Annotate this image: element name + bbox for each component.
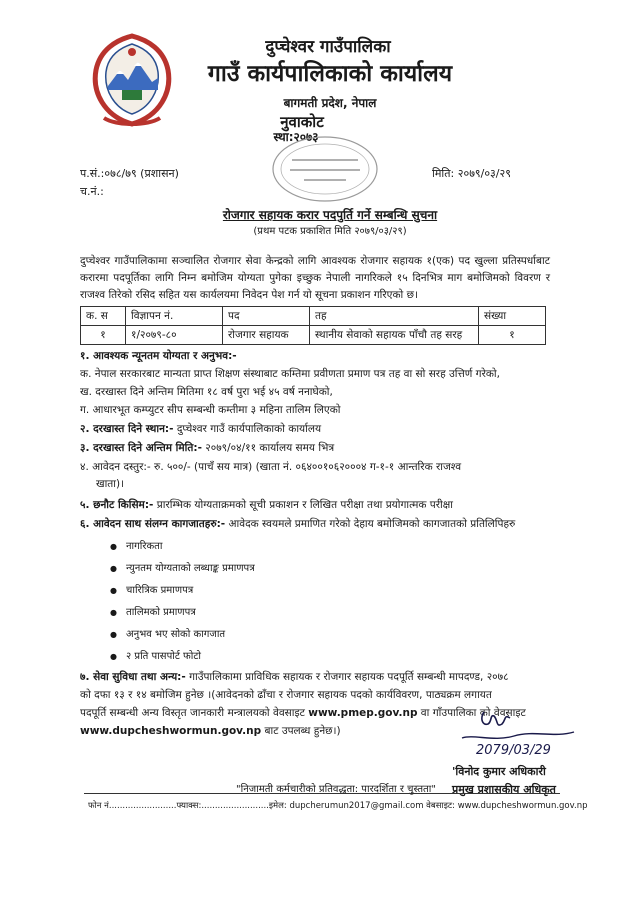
- section7-line2: को दफा १३ र १४ बमोजिम हुनेछ ।(आवेदनको ढाँचा र रोजगार सहायक पदको कार्यविवरण, पाठ्यक्रम लगायत: [80, 689, 492, 701]
- dispatch-number: च.नं.:: [80, 185, 104, 198]
- section1-item-a: क. नेपाल सरकारबाट मान्यता प्राप्त शिक्षण संस्थाबाट कम्तिमा प्रवीणता प्रमाण पत्र तह वा सो सरह उत्तिर्ण गरेको,: [80, 368, 500, 380]
- list-item-label: नागरिकता: [126, 541, 163, 552]
- cell-post: रोजगार सहायक: [223, 326, 310, 345]
- footer-divider: [84, 793, 560, 794]
- civil-service-motto: "निजामती कर्मचारीको प्रतिवद्धता: पारदर्शिता र चुस्तता": [236, 784, 436, 795]
- section7-text3: पदपूर्ति सम्बन्धी अन्य विस्तृत जानकारी मन्त्रालयको वेवसाइट: [80, 707, 309, 719]
- bullet-icon: ●: [110, 542, 117, 551]
- signatory-name: 'विनोद कुमार अधिकारी: [452, 765, 546, 778]
- col-header-sn: क. स: [81, 307, 126, 326]
- section3-label: ३. दरखास्त दिने अन्तिम मिति:-: [80, 442, 202, 454]
- section3: [80, 440, 570, 457]
- list-item-label: तालिमको प्रमाणपत्र: [126, 607, 196, 618]
- section5: [80, 497, 570, 514]
- org-name-line2: गाउँ कार्यपालिकाको कार्यालय: [207, 61, 453, 87]
- notice-publish-date: (प्रथम पटक प्रकाशित मिति २०७९/०३/२९): [253, 226, 407, 237]
- bullet-icon: ●: [110, 586, 117, 595]
- established-year: स्था:२०७३: [273, 130, 319, 144]
- list-item: [110, 624, 255, 646]
- list-item-label: चारित्रिक प्रमाणपत्र: [126, 585, 194, 596]
- col-header-ad-no: विज्ञापन नं.: [126, 307, 223, 326]
- reference-number: प.सं.:०७८/७९ (प्रशासन): [80, 167, 179, 180]
- section6: [80, 516, 570, 533]
- signature-icon: [454, 708, 594, 758]
- section2: [80, 421, 570, 438]
- vacancy-table: [80, 306, 546, 345]
- cell-count: १: [479, 326, 546, 345]
- cell-ad-no: १/२०७९-८०: [126, 326, 223, 345]
- address-province: बागमती प्रदेश, नेपाल: [283, 96, 377, 110]
- bullet-icon: ●: [110, 608, 117, 617]
- section2-label: २. दरखास्त दिने स्थान:-: [80, 423, 174, 435]
- section6-label: ६. आवेदन साथ संलग्न कागजातहरु:-: [80, 518, 226, 530]
- section4-line1: ४. आवेदन दस्तुर:- रु. ५००/- (पाचँ सय मात्र) (खाता नं. ०६४००१०६२०००४ ग-१-१ आन्तरिक राजश्व: [80, 461, 462, 473]
- section5-label: ५. छनौट किसिम:-: [80, 499, 154, 511]
- office-stamp-icon: [270, 134, 380, 204]
- section4-line2: खाता)।: [96, 478, 125, 490]
- section2-value: दुप्चेश्वर गाउँ कार्यपालिकाको कार्यालय: [173, 423, 322, 435]
- municipality-website-link[interactable]: www.dupcheshwormun.gov.np: [80, 725, 262, 737]
- section1-title: १. आवश्यक न्यूनतम योग्यता र अनुभव:-: [80, 350, 237, 362]
- table-header-row: [81, 307, 546, 326]
- section3-value: २०७९/०४/११ कार्यालय समय भित्र: [201, 442, 335, 454]
- section7-text1: गाउँपालिकामा प्राविधिक सहायक र रोजगार सहायक पदपूर्ति सम्बन्धी मापदण्ड, २०७८: [185, 671, 509, 683]
- notice-subject: रोजगार सहायक करार पदपुर्ति गर्ने सम्बन्धि सुचना: [222, 208, 438, 222]
- signatory-title: प्रमुख प्रशासकीय अधिकृत: [452, 783, 556, 796]
- section1-item-b: ख. दरखास्त दिने अन्तिम मितिमा १८ वर्ष पुरा भई ४५ वर्ष ननाघेको,: [80, 386, 333, 398]
- bullet-icon: ●: [110, 564, 117, 573]
- list-item: [110, 536, 255, 558]
- section7-text3b: वा गाँउपालिका को वेवसाइट: [417, 707, 526, 719]
- list-item: [110, 580, 255, 602]
- section5-value: प्रारम्भिक योग्यताक्रमको सूची प्रकाशन र लिखित परीक्षा तथा प्रयोगात्मक परीक्षा: [153, 499, 453, 511]
- section7-text4: बाट उपलब्ध हुनेछ।): [261, 725, 341, 737]
- footer-contact: फोन नं.........................फ्याक्स:.........................इमेल: dupcherumun2017@gmail.com वेबसाइट: www.dupcheshwormun.gov.np: [88, 801, 588, 811]
- cell-sn: १: [81, 326, 126, 345]
- section7-label: ७. सेवा सुविधा तथा अन्य:-: [80, 671, 186, 683]
- list-item: [110, 558, 255, 580]
- bullet-icon: ●: [110, 630, 117, 639]
- bullet-icon: ●: [110, 652, 117, 661]
- list-item-label: २ प्रति पासपोर्ट फोटो: [126, 651, 201, 662]
- cell-level: स्थानीय सेवाको सहायक पाँचौ तह सरह: [310, 326, 479, 345]
- intro-paragraph: दुप्चेश्वर गाउँपालिकामा सञ्चालित रोजगार सेवा केन्द्रको लागि आवश्यक रोजगार सहायक १(एक) पद खुल्ला प्रतिस्पर्धाबाट करारमा पदपूर्तिका लागि निम्न बमोजिम योग्यता पुगेका इच्छुक नेपाली नागरिकले १५ दिनभित्र माग बमोजिमको विवरण र राजश्व तिरेको रसिद सहित यस कार्यलयमा निवेदन पेश गर्न यो सूचना प्रकाशन गरिएको छ।: [80, 255, 550, 301]
- section1-item-c: ग. आधारभूत कम्प्युटर सीप सम्बन्धी कम्तीमा ३ महिना तालिम लिएको: [80, 404, 341, 416]
- document-list: [110, 536, 255, 668]
- ministry-website-link[interactable]: www.pmep.gov.np: [308, 707, 418, 719]
- org-name-line1: दुप्चेश्वर गाउँपालिका: [265, 37, 391, 57]
- table-row: [81, 326, 546, 345]
- notice-date: मिति: २०७९/०३/२९: [432, 167, 511, 180]
- list-item: [110, 646, 255, 668]
- list-item: [110, 602, 255, 624]
- col-header-level: तह: [310, 307, 479, 326]
- list-item-label: न्युनतम योग्यताको लब्धाङ्क प्रमाणपत्र: [126, 563, 255, 574]
- nepal-emblem-icon: [86, 30, 178, 130]
- address-district: नुवाकोट: [280, 113, 324, 131]
- section7-line1: [80, 669, 570, 686]
- list-item-label: अनुभव भए सोको कागजात: [126, 629, 226, 640]
- col-header-count: संख्या: [479, 307, 546, 326]
- col-header-post: पद: [223, 307, 310, 326]
- section6-value: आवेदक स्वयमले प्रमाणित गरेको देहाय बमोजिमको कागजातको प्रतिलिपिहरु: [225, 518, 516, 530]
- signature-date: 2079/03/29: [476, 743, 551, 758]
